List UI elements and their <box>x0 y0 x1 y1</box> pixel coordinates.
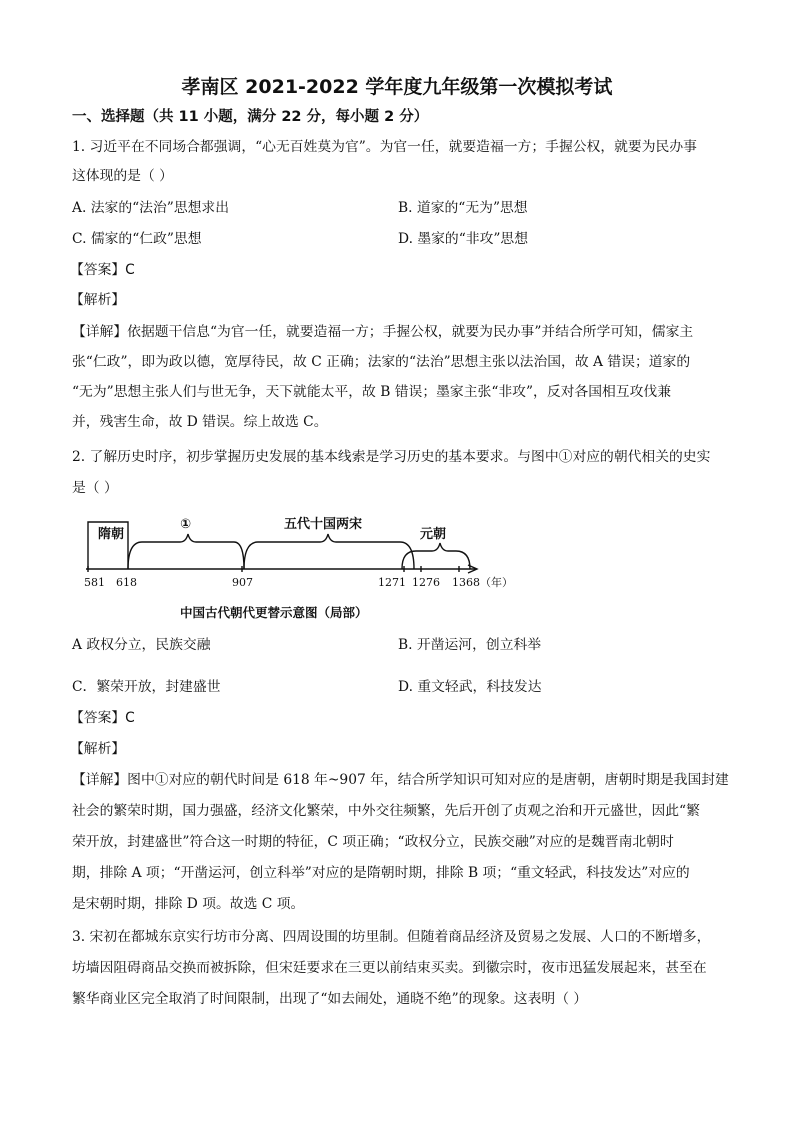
tick-label: 618 <box>116 576 137 589</box>
question-3-stem-line: 坊墙因阻碍商品交换而被拆除，但宋廷要求在三更以前结束买卖。到徽宗时，夜市迅猛发展起来，甚至在 <box>72 960 707 976</box>
label-sui: 隋朝 <box>98 527 125 542</box>
tang-brace <box>128 534 244 569</box>
question-2-option-a: A 政权分立，民族交融 <box>72 637 211 653</box>
tick-label: 1276 <box>412 576 440 589</box>
question-2-stem-end: 是（ ） <box>72 480 118 496</box>
question-1-stem-end: 这体现的是（ ） <box>72 168 173 184</box>
diagram-caption: 中国古代朝代更替示意图（局部） <box>180 605 368 620</box>
question-1-detail-line: 并，残害生命，故 D 错误。综上故选 C。 <box>72 414 328 430</box>
question-2-answer: 【答案】C <box>70 710 135 726</box>
label-five-dynasties-song: 五代十国两宋 <box>284 517 363 532</box>
question-1-detail-line: 张“仁政”，即为政以德，宽厚待民，故 C 正确；法家的“法治”思想主张以法治国，故 A 错误；道家的 <box>72 354 691 370</box>
question-2-option-d: D. 重文轻武，科技发达 <box>398 679 542 695</box>
question-1-option-c: C. 儒家的“仁政”思想 <box>72 231 202 247</box>
question-1-analysis-label: 【解析】 <box>70 292 126 308</box>
label-circled-one: ① <box>180 517 192 532</box>
question-2-detail-line: 期，排除 A 项；“开凿运河，创立科举”对应的是隋朝时期，排除 B 项；“重文轻武，科技发达”对应的 <box>72 865 690 881</box>
question-2-detail-line: 是宋朝时期，排除 D 项。故选 C 项。 <box>72 896 305 912</box>
question-1-stem: 1. 习近平在不同场合都强调，“心无百姓莫为官”。为官一任，就要造福一方；手握公权，就要为民办事 <box>72 139 697 155</box>
question-1-option-b: B. 道家的“无为”思想 <box>398 200 528 216</box>
question-2-option-c: C．繁荣开放，封建盛世 <box>72 679 221 695</box>
question-2-analysis-label: 【解析】 <box>70 741 126 757</box>
song-brace <box>244 534 414 569</box>
question-2-detail-line: 社会的繁荣时期，国力强盛，经济文化繁荣，中外交往频繁，先后开创了贞观之治和开元盛世，因此“繁 <box>72 803 700 819</box>
label-yuan: 元朝 <box>420 527 447 542</box>
question-2-detail-line: 【详解】图中①对应的朝代时间是 618 年~907 年，结合所学知识可知对应的是唐朝，唐朝时期是我国封建 <box>72 772 729 788</box>
question-2-detail-line: 荣开放，封建盛世”符合这一时期的特征，C 项正确；“政权分立，民族交融”对应的是魏晋南北朝时 <box>72 834 674 850</box>
dynasty-timeline-diagram <box>84 508 524 636</box>
tick-label: 1271 <box>378 576 406 589</box>
page-title: 孝南区 2021-2022 学年度九年级第一次模拟考试 <box>181 76 613 98</box>
section-heading: 一、选择题（共 11 小题，满分 22 分，每小题 2 分） <box>72 109 429 125</box>
question-3-stem-line: 繁华商业区完全取消了时间限制，出现了“如去闹处，通晓不绝”的现象。这表明（ ） <box>72 991 588 1007</box>
question-1-detail-line: 【详解】依据题干信息“为官一任，就要造福一方；手握公权，就要为民办事”并结合所学可知，儒家主 <box>72 324 694 340</box>
question-1-detail-line: “无为”思想主张人们与世无争，天下就能太平，故 B 错误；墨家主张“非攻”，反对各国相互攻伐兼 <box>72 384 671 400</box>
question-1-option-d: D. 墨家的“非攻”思想 <box>398 231 529 247</box>
tick-label: 907 <box>232 576 253 589</box>
tick-label: 1368（年） <box>452 576 513 589</box>
question-1-answer: 【答案】C <box>70 262 135 278</box>
question-2-stem: 2. 了解历史时序，初步掌握历史发展的基本线索是学习历史的基本要求。与图中①对应的朝代相关的史实 <box>72 449 711 465</box>
question-3-stem-line: 3. 宋初在都城东京实行坊市分离、四周设围的坊里制。但随着商品经济及贸易之发展、人口的不断增多， <box>72 929 711 945</box>
question-2-option-b: B. 开凿运河，创立科举 <box>398 637 542 653</box>
question-1-option-a: A. 法家的“法治”思想求出 <box>72 200 230 216</box>
tick-label: 581 <box>84 576 105 589</box>
